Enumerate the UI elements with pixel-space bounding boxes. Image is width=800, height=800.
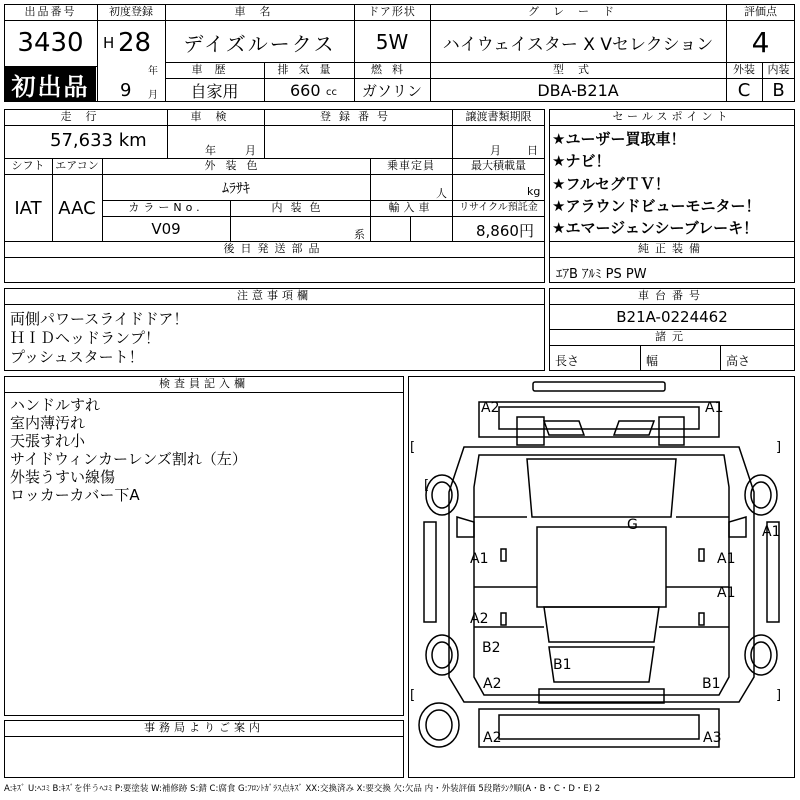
grade-label: グレード [528,5,628,18]
year: 28 [118,28,152,58]
legend: A:ｷｽﾞ U:ﾍｺﾐ B:ｷｽﾞを伴うﾍｺﾐ P:要塗装 W:補修跡 S:錆 C:腐食 G:ﾌﾛﾝﾄｶﾞﾗｽ点ｷｽﾞ XX:交換済み X:要交換 欠:欠品 内・外装評価 5段階ﾗﾝｸ順(A・B・C・D・E) 2 [4,784,601,794]
inspector-note-1: ハンドルすれ [10,396,101,414]
fuel-label: 燃料 [371,63,413,76]
score: 4 [751,25,770,59]
model: DBA-B21A [537,81,619,100]
damage-a1-front-right: A1 [705,400,724,416]
damage-diagram [408,376,795,778]
shift-label: シフト [11,159,45,172]
score-label: 評価点 [744,5,777,18]
displacement-label: 排気量 [277,63,341,76]
model-label: 型式 [553,63,603,76]
mileage-label: 走行 [60,110,111,123]
length-label: 長さ [555,354,580,368]
parts-label: 後日発送部品 [223,242,326,255]
bracket-left-bottom: [ [410,688,416,703]
max-load-unit: kg [527,185,541,198]
first-listing-badge: 初出品 [5,67,96,101]
door-label: ドア形状 [368,5,416,18]
int-color-label: 内装色 [271,201,329,214]
damage-b2-left-rear-wheel: B2 [482,640,501,656]
damage-a1-right-fender: A1 [762,524,781,540]
damage-b1-right-rear-quarter: B1 [702,676,721,692]
inspector-note-5: 外装うすい線傷 [10,468,116,486]
ext-grade: C [737,80,751,101]
color-no: V09 [151,220,181,238]
recycle: 8,860円 [476,222,534,240]
door: 5W [375,30,409,54]
transfer-month-unit: 月 [490,144,501,157]
car-name: デイズルークス [183,31,336,56]
ext-color: ﾑﾗｻｷ [222,180,250,197]
inspector-note-2: 室内薄汚れ [10,414,86,432]
bracket-left-mid: [ [424,478,430,493]
damage-g-windshield: G [627,517,638,533]
recycle-label: リサイクル預託金 [459,202,538,213]
dims-label: 諸元 [655,330,689,343]
displacement-unit: cc [326,87,337,98]
sales-point-2: ★ナビ！ [552,152,611,170]
damage-a2-front-left: A2 [481,400,500,416]
lot-no-label: 出品番号 [24,5,77,18]
max-load-label: 最大積載量 [471,159,526,172]
int-grade: B [772,80,785,101]
damage-a2-rear-left: A2 [483,730,502,746]
bracket-left-top: [ [410,440,416,455]
chassis-label: 車台番号 [638,289,706,302]
era: H [103,34,115,52]
ext-color-label: 外装色 [204,159,268,172]
import-label: 輸入車 [388,201,434,214]
car-outline [409,377,794,777]
bracket-right-bottom: ] [776,688,782,703]
inspector-label: 検査員記入欄 [159,377,249,390]
damage-a1-left-front-door: A1 [470,551,489,567]
mileage: 57,633 km [50,130,147,151]
fuel: ガソリン [361,82,422,100]
inspector-note-4: サイドウィンカーレンズ割れ（左） [10,450,247,468]
aircon-label: エアコン [55,159,99,172]
lot-no: 3430 [17,28,84,58]
inspection-month-unit: 月 [245,144,256,157]
history: 自家用 [190,82,239,101]
inspection-label: 車検 [190,110,241,123]
note-1: 両側パワースライドドア！ [10,310,189,328]
int-color-unit: 系 [354,228,365,241]
note-2: ＨＩＤヘッドランプ！ [10,329,161,347]
displacement: 660 [290,81,321,100]
office-label: 事務局よりご案内 [144,721,264,734]
int-label: 内装 [767,63,790,76]
sales-points-label: セールスポイント [612,110,732,123]
damage-b1-roof-rear: B1 [553,657,572,673]
sales-point-3: ★フルセグＴＶ！ [552,175,670,193]
inspector-note-3: 天張すれ小 [10,432,86,450]
equipment-label: 純正装備 [638,242,706,255]
chassis-no: B21A-0224462 [616,308,728,326]
capacity-label: 乗車定員 [387,159,435,172]
width-label: 幅 [646,354,659,368]
damage-a1-right-rear-door: A1 [717,585,736,601]
damage-a2-left-rear-quarter: A2 [483,676,502,692]
history-label: 車歴 [191,63,238,76]
grade: ハイウェイスター X Vセレクション [442,34,714,55]
color-no-label: カラーNo. [128,201,204,214]
sales-point-5: ★エマージェンシーブレーキ！ [552,219,759,237]
reg-no-label: 登録番号 [320,110,396,123]
transfer-label: 譲渡書類期限 [465,110,532,123]
damage-a3-rear-right: A3 [703,730,722,746]
month: 9 [120,80,132,101]
car-name-label: 車名 [234,5,285,18]
damage-a1-right-front-door: A1 [717,551,736,567]
transfer-day-unit: 日 [527,144,538,157]
aircon: AAC [58,197,96,219]
sales-point-1: ★ユーザー買取車！ [552,130,686,148]
equipment: ｴｱB ｱﾙﾐ PS PW [556,267,647,282]
month-unit: 月 [148,90,158,101]
ext-label: 外装 [733,63,755,76]
height-label: 高さ [726,354,751,368]
year-unit: 年 [148,66,158,77]
inspection-year-unit: 年 [205,144,216,157]
first-reg-label: 初度登録 [109,5,153,18]
notes-label: 注意事項欄 [237,289,312,302]
shift: IAT [14,197,42,219]
inspector-note-6: ロッカーカバー下A [10,486,140,504]
bracket-right-top: ] [776,440,782,455]
capacity-unit: 人 [436,187,447,200]
sales-point-4: ★アラウンドビューモニター！ [552,197,761,215]
damage-a2-left-rear-door: A2 [470,611,489,627]
note-3: プッシュスタート！ [10,348,144,366]
